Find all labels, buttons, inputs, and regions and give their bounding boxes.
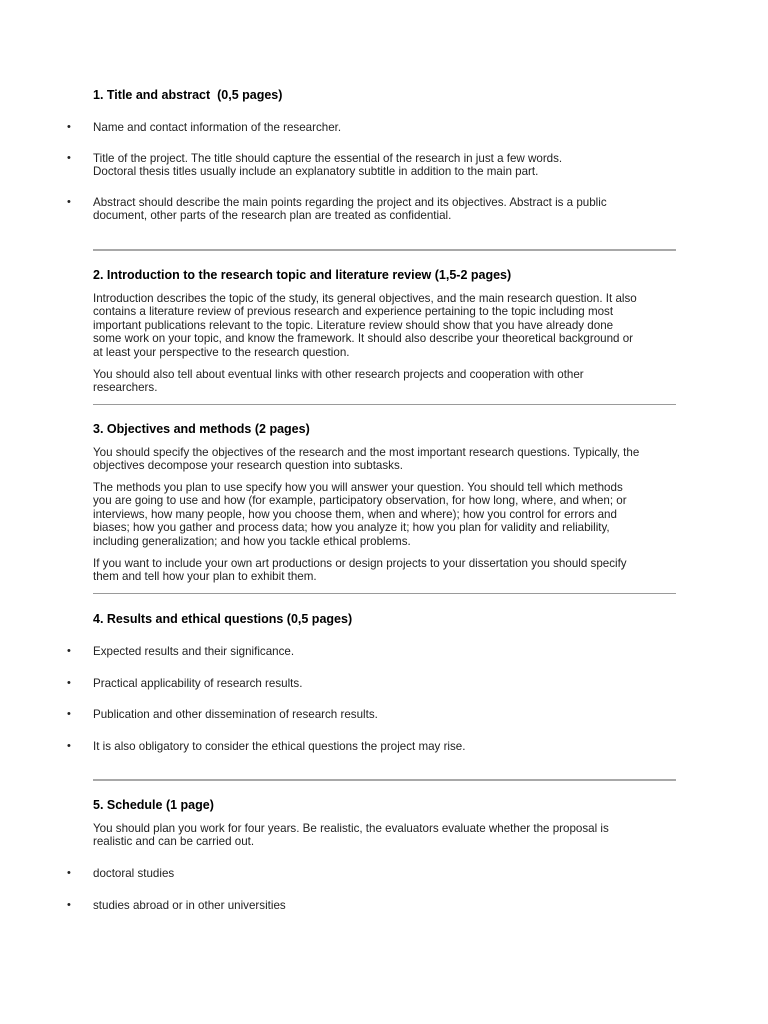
section-divider bbox=[93, 593, 676, 594]
section-divider bbox=[93, 404, 676, 405]
section-divider bbox=[93, 249, 676, 251]
section-4-bullet-2: Practical applicability of research results. bbox=[93, 677, 303, 690]
section-4-bullet-1: Expected results and their significance. bbox=[93, 645, 295, 658]
bullet-marker: • bbox=[67, 677, 71, 689]
section-5-bullet-1: doctoral studies bbox=[93, 867, 175, 880]
bullet-marker: • bbox=[67, 645, 71, 657]
section-3-paragraph-1: You should specify the objectives of the research and the most important research questions. Typically, the objectives decompose your research question into subtasks. bbox=[93, 446, 640, 473]
section-1-heading: 1. Title and abstract (0,5 pages) bbox=[93, 88, 283, 102]
section-1-bullet-3: Abstract should describe the main points regarding the project and its objectives. Abstract is a public document, other parts of the research plan are treated as confidential. bbox=[93, 196, 607, 223]
section-divider bbox=[93, 779, 676, 781]
section-5-paragraph-1: You should plan you work for four years. Be realistic, the evaluators evaluate whether the proposal is realistic and can be carried out. bbox=[93, 822, 609, 849]
section-4-bullet-3: Publication and other dissemination of research results. bbox=[93, 708, 378, 721]
section-4-heading: 4. Results and ethical questions (0,5 pages) bbox=[93, 612, 353, 626]
section-3-paragraph-3: If you want to include your own art productions or design projects to your dissertation you should specify them and tell how your plan to exhibit them. bbox=[93, 557, 627, 584]
bullet-marker: • bbox=[67, 740, 71, 752]
bullet-marker: • bbox=[67, 121, 71, 133]
section-2-paragraph-2: You should also tell about eventual links with other research projects and cooperation with other researchers. bbox=[93, 368, 584, 395]
bullet-marker: • bbox=[67, 899, 71, 911]
bullet-marker: • bbox=[67, 152, 71, 164]
bullet-marker: • bbox=[67, 867, 71, 879]
bullet-marker: • bbox=[67, 196, 71, 208]
section-1-bullet-2: Title of the project. The title should capture the essential of the research in just a few words. Doctoral thesis titles usually include an explanatory subtitle in addition to the main part. bbox=[93, 152, 563, 179]
section-1-bullet-1: Name and contact information of the researcher. bbox=[93, 121, 342, 134]
section-2-heading: 2. Introduction to the research topic and literature review (1,5-2 pages) bbox=[93, 268, 512, 282]
section-2-paragraph-1: Introduction describes the topic of the study, its general objectives, and the main research question. It also contains a literature review of previous research and experience pertaining to the topic including most important publications relevant to the topic. Literature review should show that you have already done some work on your topic, and know the framework. It should also describe your theoretical background or at least your perspective to the research question. bbox=[93, 292, 637, 359]
section-5-heading: 5. Schedule (1 page) bbox=[93, 798, 214, 812]
section-5-bullet-2: studies abroad or in other universities bbox=[93, 899, 286, 912]
bullet-marker: • bbox=[67, 708, 71, 720]
section-4-bullet-4: It is also obligatory to consider the ethical questions the project may rise. bbox=[93, 740, 466, 753]
section-3-heading: 3. Objectives and methods (2 pages) bbox=[93, 422, 310, 436]
section-3-paragraph-2: The methods you plan to use specify how you will answer your question. You should tell which methods you are going to use and how (for example, participatory observation, for how long, where, and when; or interviews, how many people, how you choose them, when and where); how you control for errors and biases; how you gather and process data; how you analyze it; how you plan for validity and reliability, including generalization; and how you tackle ethical problems. bbox=[93, 481, 627, 548]
